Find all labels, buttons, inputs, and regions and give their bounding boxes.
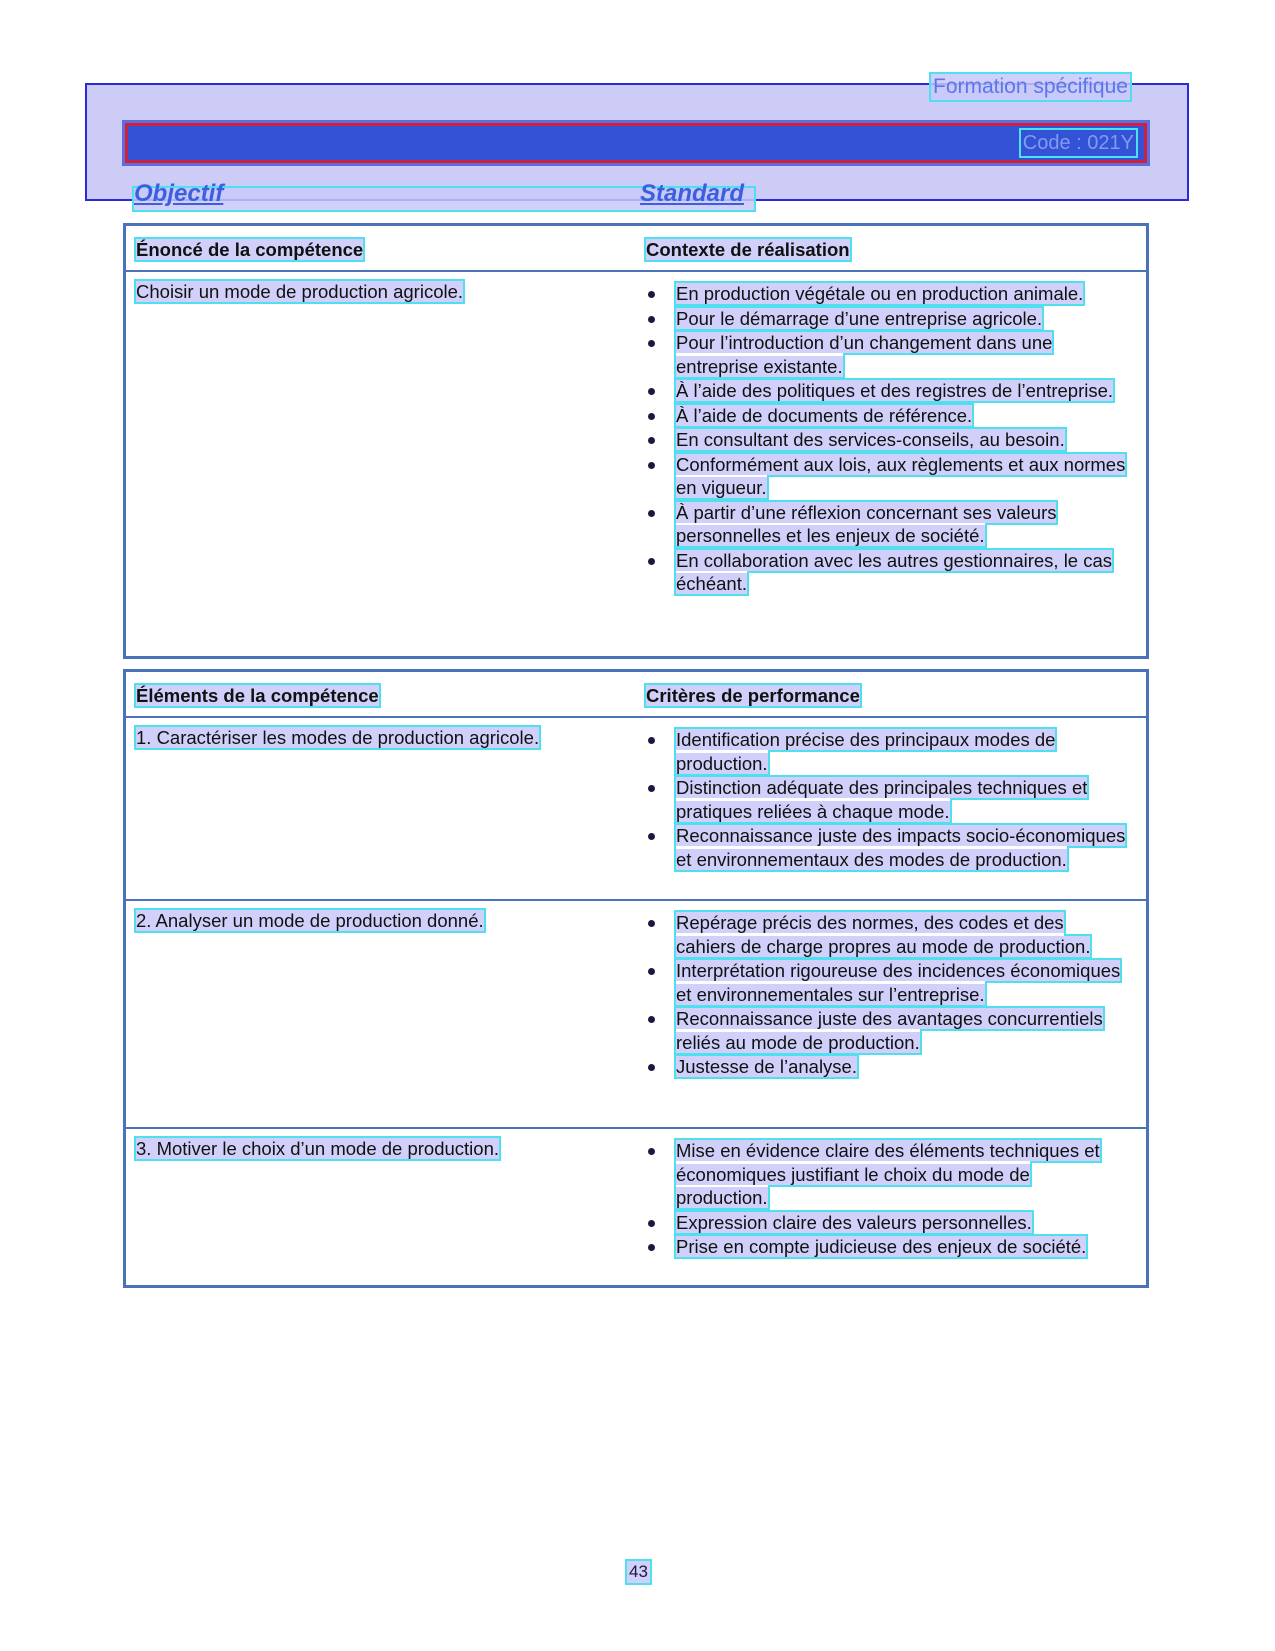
bullet-text: Distinction adéquate des principales techniques et pratiques reliées à chaque mode.: [676, 777, 1088, 822]
bullet-text: Expression claire des valeurs personnelles.: [676, 1211, 1032, 1233]
list-item: [646, 404, 1126, 428]
table-row: [126, 901, 1146, 1129]
page-number: 43: [629, 1562, 648, 1581]
bullet-icon: [648, 1244, 655, 1251]
bullet-icon: [648, 1220, 655, 1227]
bullet-icon: [648, 462, 655, 469]
elements-header: Éléments de la compétence: [136, 685, 379, 706]
bullet-text: Pour le démarrage d’une entreprise agricole.: [676, 307, 1043, 329]
list-item: [646, 1211, 1126, 1235]
elements-table: [123, 669, 1149, 1288]
bullet-icon: [648, 1064, 655, 1071]
table-row: [126, 1129, 1146, 1285]
bullet-icon: [648, 558, 655, 565]
code-label: Code : 021Y: [1022, 132, 1134, 154]
list-item: [646, 379, 1126, 403]
bullet-icon: [648, 737, 655, 744]
bullet-icon: [648, 785, 655, 792]
context-list: [646, 282, 1126, 596]
list-item: [646, 307, 1126, 331]
table-row: [126, 272, 1146, 656]
formation-title: Formation spécifique: [933, 75, 1128, 98]
bullet-icon: [648, 968, 655, 975]
bullet-text: À l’aide de documents de référence.: [676, 404, 973, 426]
bullet-text: Interprétation rigoureuse des incidences économiques et environnementales sur l’entreprise.: [676, 960, 1121, 1005]
list-item: [646, 911, 1126, 958]
bullet-icon: [648, 413, 655, 420]
list-item: [646, 331, 1126, 378]
bullet-icon: [648, 833, 655, 840]
bullet-text: Reconnaissance juste des impacts socio-économiques et environnementaux des modes de production.: [676, 825, 1126, 870]
statement-header: Énoncé de la compétence: [136, 239, 364, 260]
criteria-list: [646, 728, 1126, 871]
bullet-text: À l’aide des politiques et des registres de l’entreprise.: [676, 380, 1114, 401]
bullet-text: À partir d’une réflexion concernant ses valeurs personnelles et les enjeux de société.: [676, 501, 1057, 546]
criteria-header: Critères de performance: [646, 685, 860, 706]
bullet-text: Prise en compte judicieuse des enjeux de société.: [676, 1236, 1087, 1257]
list-item: [646, 453, 1126, 500]
bullet-text: Repérage précis des normes, des codes et des cahiers de charge propres au mode de production.: [676, 912, 1091, 957]
list-item: [646, 959, 1126, 1006]
context-header: Contexte de réalisation: [646, 239, 850, 260]
list-item: [646, 824, 1126, 871]
table-header-row: [126, 672, 1146, 718]
criteria-list: [646, 1139, 1126, 1259]
bullet-icon: [648, 316, 655, 323]
bullet-text: En collaboration avec les autres gestionnaires, le cas échéant.: [676, 549, 1113, 594]
bullet-icon: [648, 510, 655, 517]
bullet-icon: [648, 1016, 655, 1023]
competence-element: 1. Caractériser les modes de production agricole.: [136, 727, 540, 748]
table-header-row: [126, 226, 1146, 272]
bullet-text: Identification précise des principaux modes de production.: [676, 729, 1056, 774]
list-item: [646, 501, 1126, 548]
competence-element: 3. Motiver le choix d’un mode de production.: [136, 1138, 500, 1159]
competence-element: 2. Analyser un mode de production donné.: [136, 910, 484, 931]
list-item: [646, 728, 1126, 775]
bullet-text: Reconnaissance juste des avantages concurrentiels reliés au mode de production.: [676, 1008, 1103, 1053]
list-item: [646, 1235, 1126, 1259]
bullet-text: Justesse de l’analyse.: [676, 1056, 857, 1077]
list-item: [646, 428, 1126, 452]
competence-table: [123, 223, 1149, 659]
bullet-text: En production végétale ou en production animale.: [676, 283, 1084, 304]
list-item: [646, 549, 1126, 596]
bullet-icon: [648, 291, 655, 298]
list-item: [646, 282, 1126, 306]
bullet-icon: [648, 340, 655, 347]
standard-heading: Standard: [640, 180, 745, 207]
bullet-text: Pour l’introduction d’un changement dans une entreprise existante.: [676, 332, 1053, 377]
bullet-text: Conformément aux lois, aux règlements et aux normes en vigueur.: [676, 453, 1126, 498]
code-bar: [125, 123, 1147, 163]
list-item: [646, 1007, 1126, 1054]
bullet-text: Mise en évidence claire des éléments techniques et économiques justifiant le choix du mode de production.: [676, 1140, 1100, 1208]
bullet-text: En consultant des services-conseils, au besoin.: [676, 429, 1065, 450]
bullet-icon: [648, 920, 655, 927]
table-row: [126, 718, 1146, 901]
objectif-heading: Objectif: [134, 180, 224, 207]
list-item: [646, 1055, 1126, 1079]
bullet-icon: [648, 388, 655, 395]
competence-statement: Choisir un mode de production agricole.: [136, 281, 464, 302]
criteria-list: [646, 911, 1126, 1079]
list-item: [646, 1139, 1126, 1210]
bullet-icon: [648, 437, 655, 444]
list-item: [646, 776, 1126, 823]
bullet-icon: [648, 1148, 655, 1155]
